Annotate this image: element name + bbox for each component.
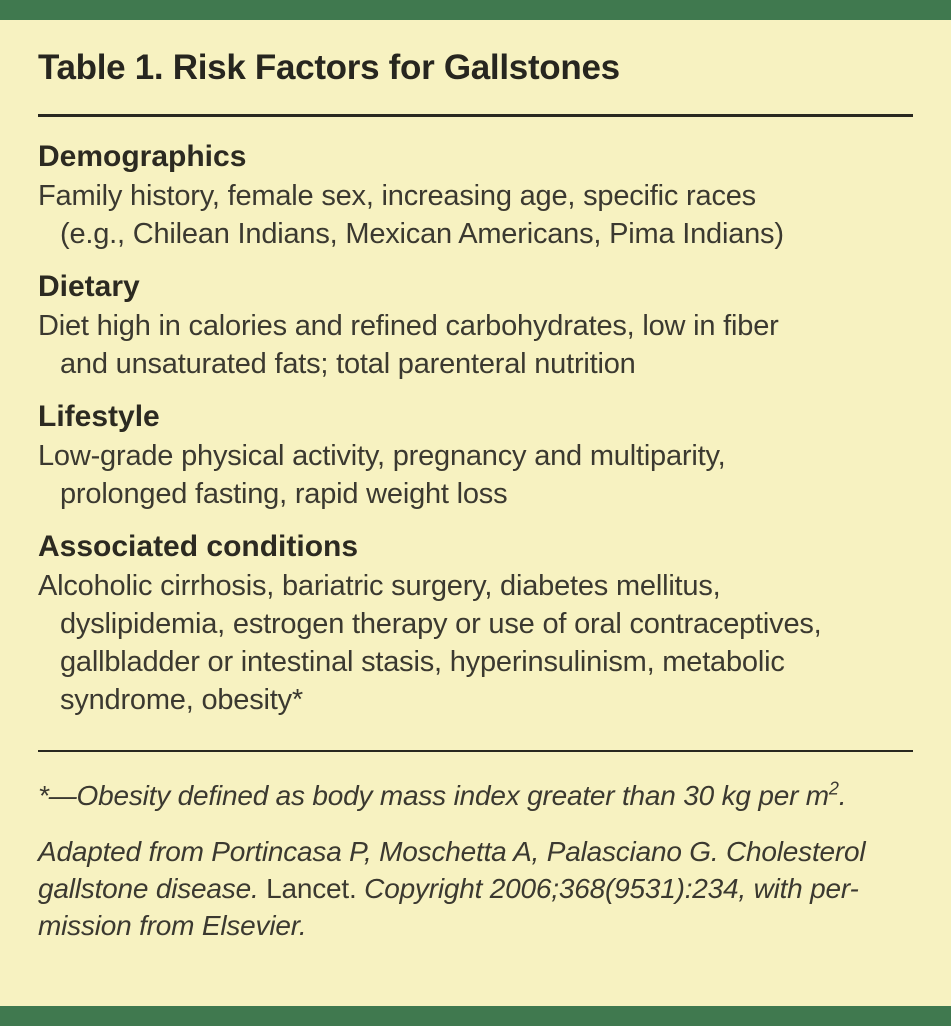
risk-factor-line: prolonged fasting, rapid weight loss (60, 478, 508, 510)
citation-italic-segment: gallstone disease. (38, 873, 259, 904)
footnote-period: . (838, 780, 847, 811)
footnote-text: *—Obesity defined as body mass index greater than 30 kg per m (38, 780, 829, 811)
citation-line: Adapted from Portincasa P, Moschetta A, Palasciano G. Cholesterol (38, 836, 866, 867)
section-associated-conditions (38, 527, 913, 719)
risk-factor-line: Family history, female sex, increasing age, specific races (38, 180, 756, 212)
table-title: Table 1. Risk Factors for Gallstones (38, 48, 620, 87)
section-heading: Lifestyle (38, 400, 160, 433)
footnote-divider-rule (38, 750, 913, 752)
footnote-superscript: 2 (828, 778, 839, 799)
section-heading: Demographics (38, 140, 247, 173)
risk-factor-line: syndrome, obesity* (60, 684, 304, 716)
source-citation (38, 833, 913, 944)
section-heading: Dietary (38, 270, 140, 303)
citation-journal-name: Lancet. (258, 873, 365, 904)
section-heading: Associated conditions (38, 530, 359, 563)
section-dietary (38, 267, 913, 383)
bottom-green-bar (0, 1006, 951, 1026)
risk-factor-sections (38, 137, 913, 719)
risk-factor-line: Diet high in calories and refined carbohydrates, low in fiber (38, 310, 779, 342)
risk-factor-line: Low-grade physical activity, pregnancy and multiparity, (38, 440, 726, 472)
citation-line: mission from Elsevier. (38, 910, 307, 941)
risk-factor-line: (e.g., Chilean Indians, Mexican Americans, Pima Indians) (60, 218, 784, 250)
top-green-bar (0, 0, 951, 20)
table-footnote (38, 778, 913, 814)
risk-factor-line: Alcoholic cirrhosis, bariatric surgery, diabetes mellitus, (38, 570, 721, 602)
section-demographics (38, 137, 913, 253)
risk-factor-line: and unsaturated fats; total parenteral nutrition (60, 348, 636, 380)
title-divider-rule (38, 114, 913, 117)
citation-italic-segment: Copyright 2006;368(9531):234, with per- (364, 873, 859, 904)
section-lifestyle (38, 397, 913, 513)
risk-factor-line: gallbladder or intestinal stasis, hyperinsulinism, metabolic (60, 646, 785, 678)
citation-line (38, 870, 913, 907)
risk-factor-line: dyslipidemia, estrogen therapy or use of oral contraceptives, (60, 608, 822, 640)
